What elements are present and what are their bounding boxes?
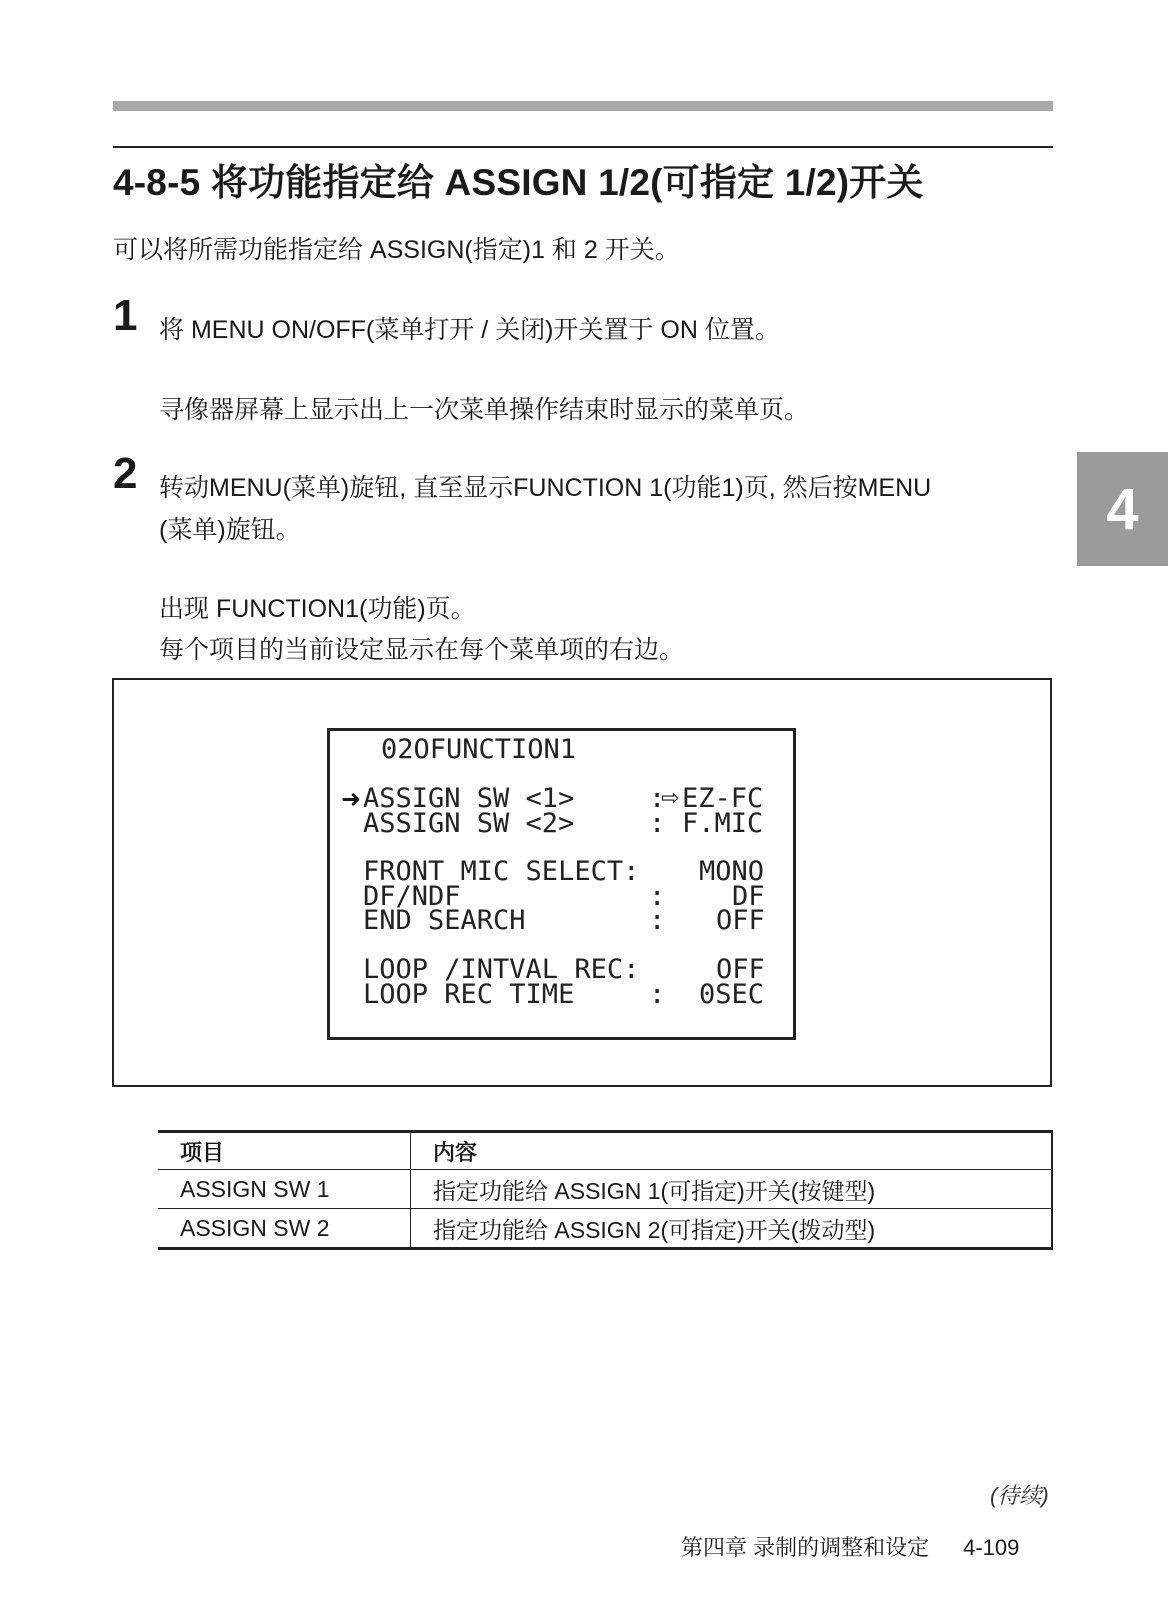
loop-rec-time-value: 0SEC xyxy=(699,979,765,1010)
table-header-item: 项目 xyxy=(158,1132,411,1170)
assign-sw2-sep: : xyxy=(649,808,666,839)
table-cell-item: ASSIGN SW 1 xyxy=(158,1170,411,1209)
end-search-sep: : xyxy=(649,905,666,936)
assign-sw1-sep: : xyxy=(649,783,666,814)
table-cell-item: ASSIGN SW 2 xyxy=(158,1209,411,1249)
step1-result: 寻像器屏幕上显示出上一次菜单操作结束时显示的菜单页。 xyxy=(159,396,810,424)
top-gray-bar xyxy=(113,101,1053,111)
step2-number: 2 xyxy=(113,449,138,498)
step2-text-line1: 转动MENU(菜单)旋钮, 直至显示FUNCTION 1(功能1)页, 然后按MENU xyxy=(159,474,932,502)
table-header-row xyxy=(158,1132,1052,1170)
table-cell-content: 指定功能给 ASSIGN 1(可指定)开关(按键型) xyxy=(411,1170,1053,1209)
title-rule xyxy=(113,146,1053,148)
continued-note: (待续) xyxy=(990,1483,1049,1508)
df-ndf-label: DF/NDF xyxy=(363,881,461,912)
table-header-content: 内容 xyxy=(411,1132,1053,1170)
assign-sw2-label: ASSIGN SW <2> xyxy=(363,808,575,839)
footer-page-number: 4-109 xyxy=(963,1535,1020,1560)
step2-text-line2: (菜单)旋钮。 xyxy=(159,516,301,544)
step2-result-line2: 每个项目的当前设定显示在每个菜单项的右边。 xyxy=(159,636,685,664)
menu-header: 02OFUNCTION1 xyxy=(381,734,577,765)
table-cell-content: 指定功能给 ASSIGN 2(可指定)开关(拨动型) xyxy=(411,1209,1053,1249)
assign-sw1-label: ASSIGN SW <1> xyxy=(363,783,575,814)
loop-rec-time-sep: : xyxy=(649,979,666,1010)
table-row xyxy=(158,1209,1052,1249)
intro-text: 可以将所需功能指定给 ASSIGN(指定)1 和 2 开关。 xyxy=(113,236,680,264)
step1-number: 1 xyxy=(113,291,138,340)
assign-sw1-value: EZ-FC xyxy=(682,783,764,814)
hollow-right-arrow-icon: ⇨ xyxy=(661,786,680,811)
front-mic-select-value: MONO xyxy=(699,856,765,887)
table-row xyxy=(158,1170,1052,1209)
df-ndf-sep: : xyxy=(649,881,666,912)
assign-switch-table xyxy=(158,1130,1053,1250)
step1-text: 将 MENU ON/OFF(菜单打开 / 关闭)开关置于 ON 位置。 xyxy=(159,316,780,344)
end-search-value: OFF xyxy=(716,905,765,936)
footer-chapter: 第四章 录制的调整和设定 xyxy=(681,1535,930,1560)
loop-rec-time-label: LOOP REC TIME xyxy=(363,979,575,1010)
step2-result-line1: 出现 FUNCTION1(功能)页。 xyxy=(159,595,476,623)
chapter-tab: 4 xyxy=(1077,452,1168,566)
df-ndf-value: DF xyxy=(732,881,765,912)
end-search-label: END SEARCH xyxy=(363,905,526,936)
front-mic-select-label: FRONT MIC SELECT: xyxy=(363,856,640,887)
page-footer xyxy=(681,1531,1019,1562)
assign-sw2-value: F.MIC xyxy=(682,808,764,839)
section-title: 4-8-5 将功能指定给 ASSIGN 1/2(可指定 1/2)开关 xyxy=(113,162,924,203)
loop-intval-rec-value: OFF xyxy=(716,954,765,985)
loop-intval-rec-label: LOOP /INTVAL REC: xyxy=(363,954,640,985)
right-arrow-icon: ➜ xyxy=(341,785,362,813)
